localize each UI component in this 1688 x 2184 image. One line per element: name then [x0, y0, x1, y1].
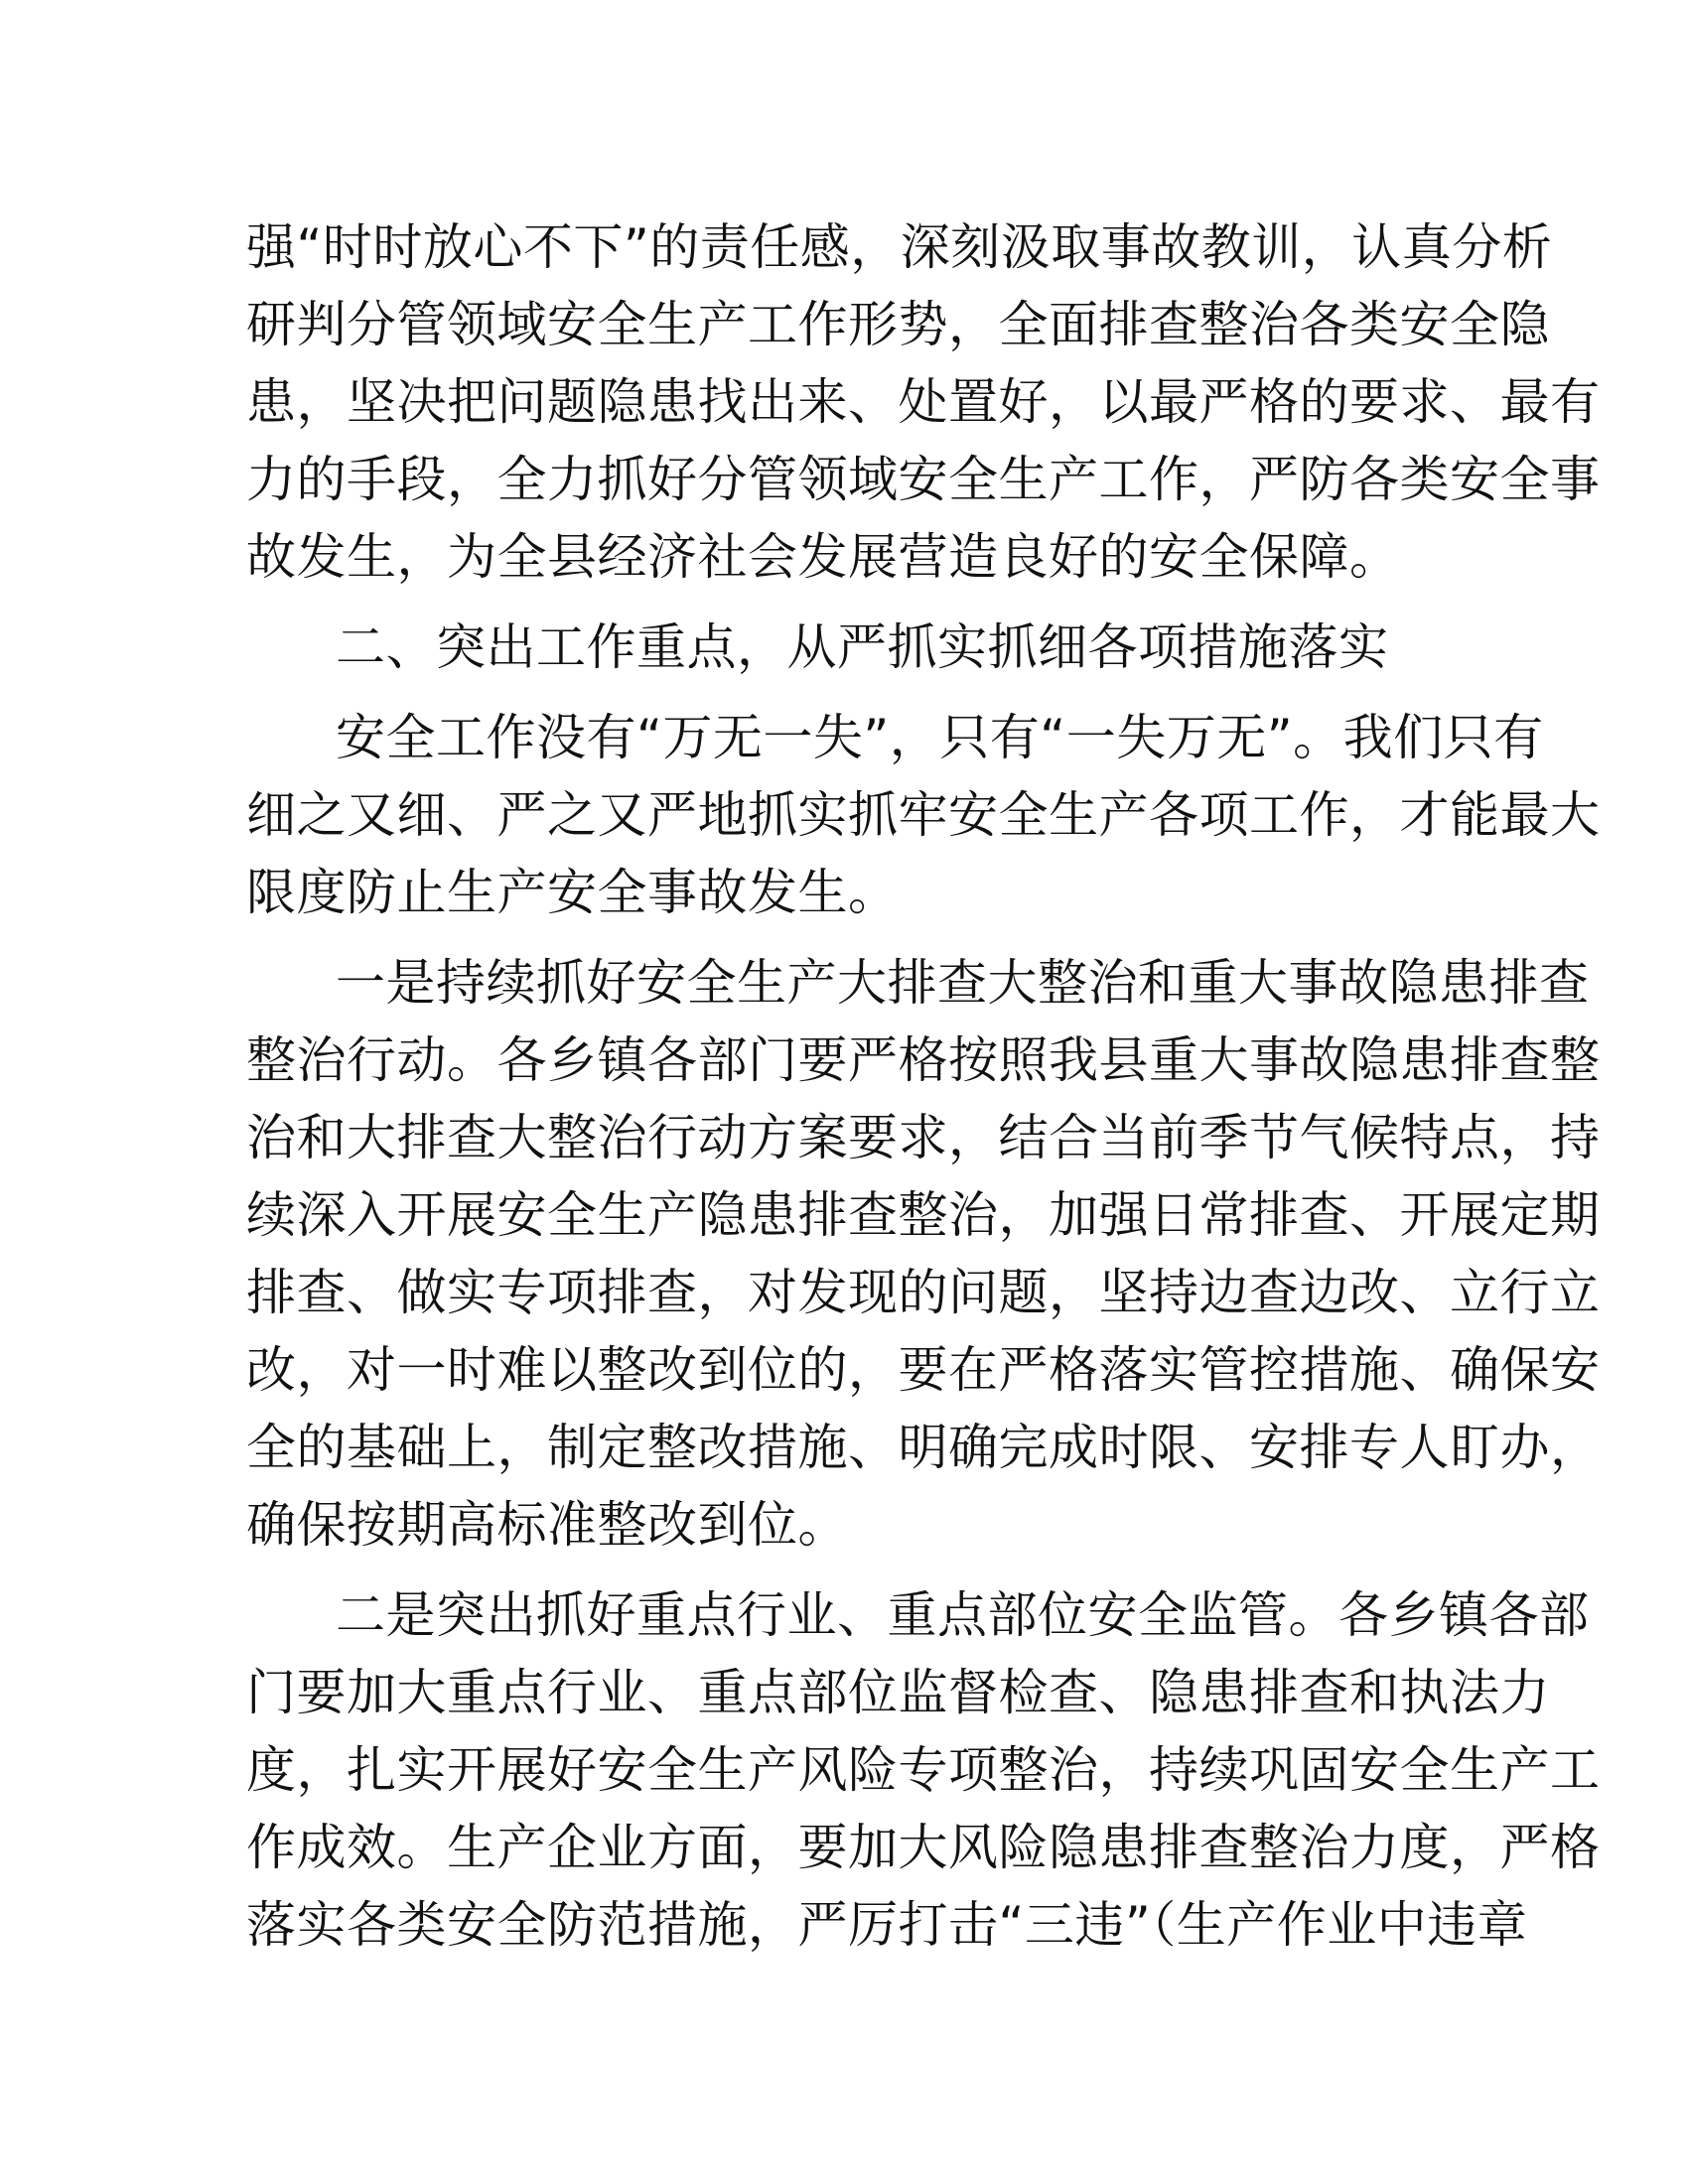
text-line-11: 整治行动。各乡镇各部门要严格按照我县重大事故隐患排查整: [246, 1031, 1601, 1089]
text-line-2: 研判分管领域安全生产工作形势，全面排查整治各类安全隐: [246, 296, 1550, 353]
text-line-5: 故发生，为全县经济社会发展营造良好的安全保障。: [246, 528, 1400, 586]
document-body: [246, 208, 1601, 1964]
text-line-18: 二是突出抓好重点行业、重点部位安全监管。各乡镇各部: [336, 1586, 1590, 1644]
text-line-13: 续深入开展安全生产隐患排查整治，加强日常排查、开展定期: [246, 1186, 1601, 1244]
text-line-15: 改，对一时难以整改到位的，要在严格落实管控措施、确保安: [246, 1341, 1601, 1399]
text-line-22: 落实各类安全防范措施，严厉打击“三违”（生产作业中违章: [246, 1896, 1528, 1954]
text-line-9: 限度防止生产安全事故发生。: [246, 864, 899, 921]
text-line-17: 确保按期高标准整改到位。: [246, 1496, 848, 1554]
text-line-7: 安全工作没有“万无一失”，只有“一失万无”。我们只有: [336, 709, 1544, 766]
text-line-21: 作成效。生产企业方面，要加大风险隐患排查整治力度，严格: [246, 1819, 1601, 1876]
text-line-12: 治和大排查大整治行动方案要求，结合当前季节气候特点，持: [246, 1109, 1601, 1166]
text-line-16: 全的基础上，制定整改措施、明确完成时限、安排专人盯办，: [246, 1419, 1601, 1476]
text-line-3: 患，坚决把问题隐患找出来、处置好，以最严格的要求、最有: [246, 373, 1601, 431]
text-line-20: 度，扎实开展好安全生产风险专项整治，持续巩固安全生产工: [246, 1741, 1601, 1799]
text-line-4: 力的手段，全力抓好分管领域安全生产工作，严防各类安全事: [246, 451, 1601, 508]
text-line-8: 细之又细、严之又严地抓实抓牢安全生产各项工作，才能最大: [246, 786, 1601, 844]
text-line-19: 门要加大重点行业、重点部位监督检查、隐患排查和执法力: [246, 1664, 1550, 1721]
text-line-1: 强“时时放心不下”的责任感，深刻汲取事故教训，认真分析: [246, 218, 1553, 276]
text-line-14: 排查、做实专项排查，对发现的问题，坚持边查边改、立行立: [246, 1264, 1601, 1321]
text-line-10: 一是持续抓好安全生产大排查大整治和重大事故隐患排查: [336, 954, 1590, 1012]
section-heading-2: 二、突出工作重点，从严抓实抓细各项措施落实: [336, 618, 1389, 676]
